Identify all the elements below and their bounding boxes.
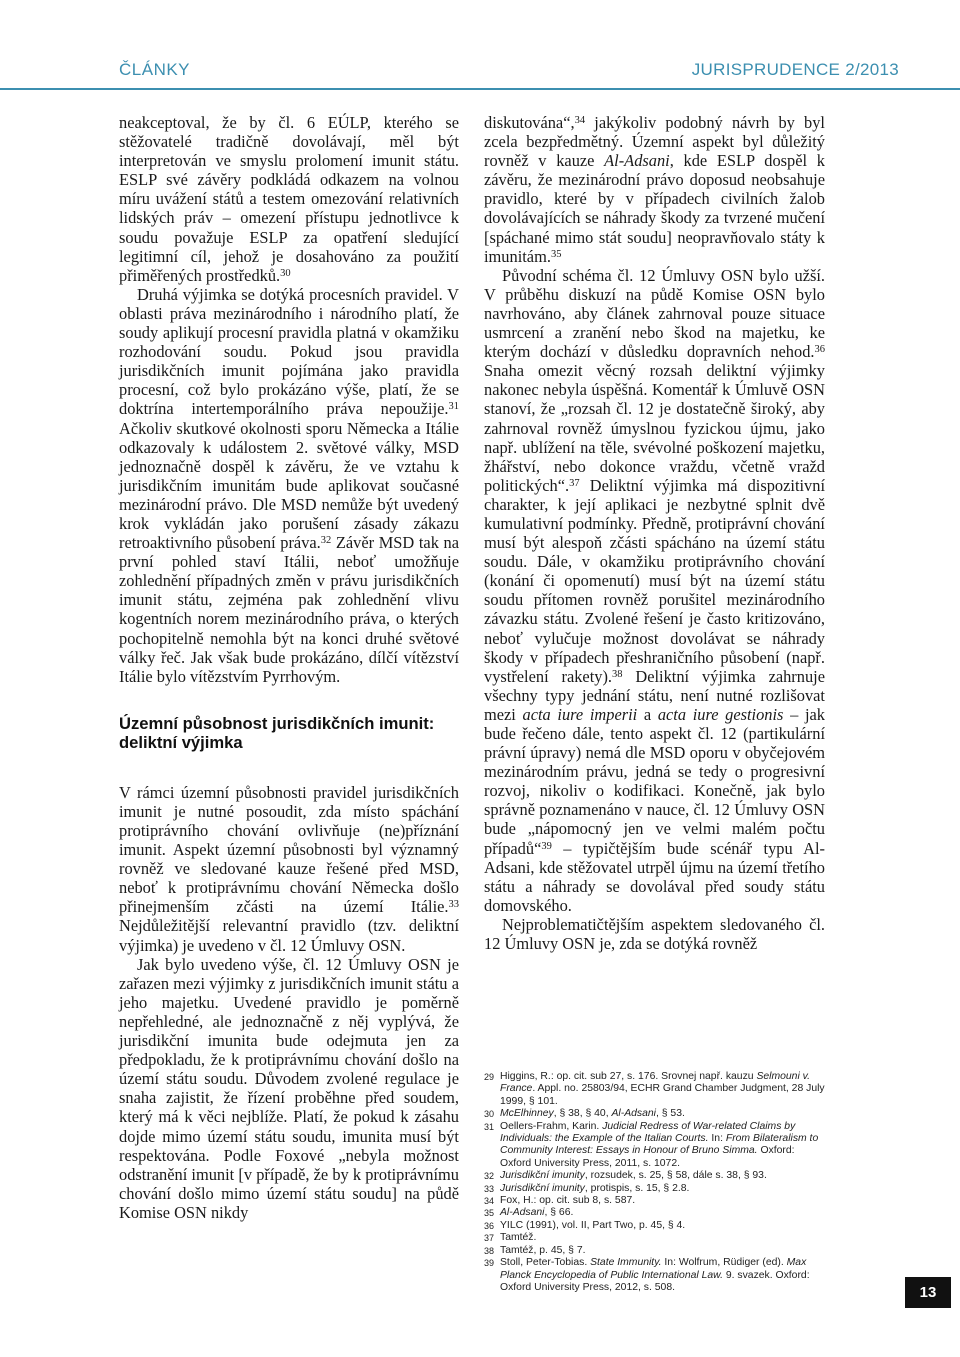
footnote-text-part: Selmouni v. France [500,1071,810,1095]
footnote-text-part: , § 66. [544,1207,574,1219]
footnote-number: 34 [484,1196,495,1207]
footnote-ref[interactable]: 36 [814,344,825,356]
footnote-ref[interactable]: 30 [280,267,291,279]
footnote-text-part: In: [708,1133,726,1145]
footnote-text [500,1245,825,1257]
page-number: 13 [905,1277,951,1308]
footnote-text [500,1220,825,1232]
footnotes [484,1071,825,1294]
footnote-number: 30 [484,1109,495,1120]
footnote-number: 37 [484,1233,495,1244]
footnote-item [484,1195,825,1207]
footnote-number: 32 [484,1171,495,1182]
case-name: Al-Adsani [604,151,670,171]
right-column [484,113,825,953]
footnote-text-part: From Bilateralism to Community Interest: Essays in Honour of Bruno Simma. [500,1133,819,1157]
footnote-text [500,1207,825,1219]
paragraph: Jak bylo uvedeno výše, čl. 12 Úmluvy OSN je zařazen mezi výjimky z jurisdikčních imunit státu a jeho majetku. Uvedené pravidlo je poměrně nepřehledné, ale jednoznačně z něj vyplývá, že jurisdikční imunita bude odejmuta jen za předpokladu, že k protiprávnímu chování došlo na území státu soudu. Důvodem zvolené regulace je snaha zajistit, že řízení proběhne před soudem, který má k věci nejblíže. Platí, že pokud k zásahu dojde mimo území státu soudu, imunita musí být respektována. Podle Foxové „nebyla možnost odstranění imunit [v případě, že by k protiprávnímu chování došlo mimo území státu soudu] na půdě Komise OSN nikdy [119,954,459,1222]
footnote-item [484,1071,825,1108]
footnote-text-part: , § 38, § 40, [553,1108,612,1120]
journal-title: JURISPRUDENCE 2/2013 [691,60,899,79]
footnote-text-part: Judicial Redress of War-related Claims by Individuals: the Example of the Italian Courts. [500,1120,796,1145]
footnote-text-part: YILC (1991), vol. II, Part Two, p. 45, § 4. [500,1219,686,1231]
footnote-text [500,1195,825,1207]
footnote-ref[interactable]: 31 [448,401,459,413]
page-header [0,0,960,96]
footnote-text [500,1108,825,1120]
footnote-text [500,1183,825,1195]
footnote-ref[interactable]: 35 [550,248,562,260]
footnote-text-part: Oellers-Frahm, Karin. [500,1120,603,1132]
footnote-text-part: , § 53. [655,1108,685,1120]
section-heading: Územní působnost jurisdikčních imunit: deliktní výjimka [119,713,435,752]
footnote-item [484,1257,825,1294]
footnote-text-part: Jurisdikční imunity [500,1182,585,1194]
footnote-number: 35 [484,1208,495,1219]
footnote-text-part: Higgins, R.: op. cit. sub 27, s. 176. Srovnej např. kauzu [500,1071,757,1082]
footnote-text [500,1121,825,1171]
footnote-text-part: In: Wolfrum, Rüdiger (ed). [661,1257,787,1269]
paragraph: Nejproblematičtějším aspektem sledovaného čl. 12 Úmluvy OSN je, zda se dotýká rovněž [484,914,825,954]
footnote-number: 38 [484,1245,495,1256]
footnote-number: 29 [484,1072,495,1082]
footnote-text-part: Al-Adsani [611,1108,656,1120]
footnote-text-part: Tamtéž, p. 45, § 7. [500,1244,586,1256]
paragraph: neakceptoval, že by čl. 6 EÚLP, kterého se stěžovatelé tradičně dovolávají, měl být interpretován ve smyslu prolomení imunit státu. ESLP své závěry podkládá odkazem na volnou míru uvážení států a testem omezování relativních lidských práv – omezení přístupu jednotlivce k soudu považuje ESLP za opatření sledující legitimní cíl, jehož je dosahováno za použití přiměřených prostředků.$^{30}$ [119,113,459,285]
paragraph: Druhá výjimka se dotýká procesních pravidel. V oblasti práva mezinárodního i národního platí, že soudy aplikují procesní pravidla platná v okamžiku rozhodování soudu. Pokud jsou pravidla jurisdikčních imunit pojímána jako pravidla procesní, což bylo prokázáno výše, platí, že se doktrína intertemporálního práva nepoužije.$^{31}$ Ačkoliv skutkové okolnosti sporu Německa a Itálie odkazovaly k událostem 2. světové války, MSD jednoznačně dospěl k závěru, že ve vztahu k jurisdikčním imunitám bude aplikovat současné mezinárodní právo. Dle MSD nemůže být uvedený krok vykládán jako porušení zásady zákazu retroaktivního působení práva.$^{32}$ Závěr MSD tak na první pohled staví Itálii, neboť umožňuje zohlednění případných změn v právu jurisdikčních imunit státu, zejména pak zohlednění vlivu kogentních norem mezinárodního práva, o kterých pochopitelně nemohla být na konci druhé světové války řeč. Jak však bude prokázáno, dílčí vítězství Itálie bylo vítězstvím Pyrrhovým. [119,284,459,686]
header-rule [0,88,960,90]
footnote-item [484,1232,825,1244]
footnote-ref[interactable]: 39 [541,840,552,852]
footnote-number: 33 [484,1183,495,1194]
footnote-item [484,1183,825,1195]
footnote-ref[interactable]: 33 [448,899,459,911]
footnote-text [500,1257,825,1294]
footnote-text-part: Tamtéž. [500,1232,537,1244]
footnote-text-part: Max Planck Encyclopedia of Public International Law. [500,1257,807,1281]
footnote-text-part: Al-Adsani [500,1207,545,1219]
footnote-text-part: Stoll, Peter-Tobias. [500,1257,591,1269]
footnote-text-part: Oxford: Oxford University Press, 2011, s. 1072. [500,1145,795,1169]
footnote-text-part: McElhinney [500,1108,554,1120]
footnote-text [500,1071,825,1108]
footnote-item [484,1121,825,1171]
footnote-number: 36 [484,1220,495,1231]
footnote-number: 31 [484,1121,495,1132]
footnote-ref[interactable]: 34 [574,115,586,126]
footnote-ref[interactable]: 37 [569,477,580,489]
footnote-item [484,1170,825,1182]
latin-term: acta iure gestionis [657,704,784,724]
footnote-text-part: Jurisdikční imunity [500,1170,585,1182]
section-label: ČLÁNKY [119,60,191,79]
latin-term: acta iure imperii [522,704,638,724]
footnote-text [500,1232,825,1244]
footnote-item [484,1245,825,1257]
footnote-ref[interactable]: 38 [612,668,623,680]
footnote-item [484,1220,825,1232]
footnote-text-part: , rozsudek, s. 25, § 58, dále s. 38, § 93. [584,1170,767,1182]
paragraph: V rámci územní působnosti pravidel jurisdikčních imunit je nutné posoudit, zda místo spáchání protiprávního chování ovlivňuje (ne)příznání imunit. Aspekt územní působnosti byl významný rovněž ve sledované kauze řešené před MSD, neboť k protiprávnímu chování Německa došlo přinejmenším zčásti na území Itálie.$^{33}$ Nejdůležitější relevantní pravidlo (tzv. deliktní výjimka) je uvedeno v čl. 12 Úmluvy OSN. [119,782,459,955]
footnote-number: 39 [484,1258,495,1269]
footnote-text-part: . Appl. no. 25803/94, ECHR Grand Chamber Judgment, 28 July 1999, § 101. [500,1083,825,1107]
footnote-text-part: State Immunity. [590,1257,662,1269]
footnote-text-part: , protispis, s. 15, § 2.8. [584,1182,690,1194]
footnote-text [500,1170,825,1182]
footnote-text-part: 9. svazek. Oxford: Oxford University Press, 2012, s. 508. [500,1269,810,1293]
footnote-item [484,1108,825,1120]
footnote-item [484,1207,825,1219]
footnote-ref[interactable]: 32 [320,535,332,547]
left-column [119,113,459,1222]
paragraph: diskutována“,$^{34}$ jakýkoliv podobný návrh by byl zcela bezpředmětný. Územní aspekt byl důležitý rovněž v kauze Al-Adsani, kde ESLP dospěl k závěru, že mezinárodní právo doposud neobsahuje pravidlo, které by v případech civilních žalob dovolávajících se náhrady škody za tvrzené mučení [spáchané mimo stát soudu] neopravňovalo státy k imunitám.$^{35}$ [484,113,825,266]
paragraph: Původní schéma čl. 12 Úmluvy OSN bylo užší. V průběhu diskuzí na půdě Komise OSN bylo navrhováno, aby článek zahrnoval pouze situace usmrcení a zranění nebo škod na majetku, ke kterým dochází v důsledku dopravních nehod.$^{36}$ Snaha omezit věcný rozsah deliktní výjimky nakonec nebyla úspěšná. Komentář k Úmluvě OSN stanoví, že „rozsah čl. 12 je dostatečně široký, aby zahrnoval rovněž úmyslnou fyzickou újmu, jako např. ublížení na těle, svévolné poškození majetku, žhářství, nebo dokonce vraždu, včetně vražd politických“.$^{37}$ Deliktní výjimka má dispozitivní charakter, k její aplikaci je nezbytné splnit dvě kumulativní podmínky. Předně, protiprávní chování musí být alespoň zčásti spácháno na území státu soudu. Dále, v okamžiku protiprávního chování (konání či opomenutí) musí být na území státu soudu přítomen rovněž porušitel mezinárodního závazku státu. Zvolené řešení je často kritizováno, neboť vylučuje možnost dovolávat se náhrady škody v případech přeshraničního působení (např. vystřelení rakety).$^{38}$ Deliktní výjimka zahrnuje všechny typy jednání státu, není nutné rozlišovat mezi acta iure imperii a acta iure gestionis – jak bude řečeno dále, tento aspekt čl. 12 (partikulární právní úpravy) nemá dle MSD oporu v obyčejovém mezinárodním právu, jedná se tedy o progresivní rozvoj, nikoliv o kodifikaci. Konečně, jak bylo správně poznamenáno v nauce, čl. 12 Úmluvy OSN bude „nápomocný jen ve velmi malém počtu případů“$^{39}$ – typičtějším bude scénář typu Al-Adsani, kde stěžovatel utrpěl újmu na území třetího státu a náhrady se dovolával před soudy státu domovského. [484,265,825,915]
footnote-text-part: Fox, H.: op. cit. sub 8, s. 587. [500,1195,636,1207]
